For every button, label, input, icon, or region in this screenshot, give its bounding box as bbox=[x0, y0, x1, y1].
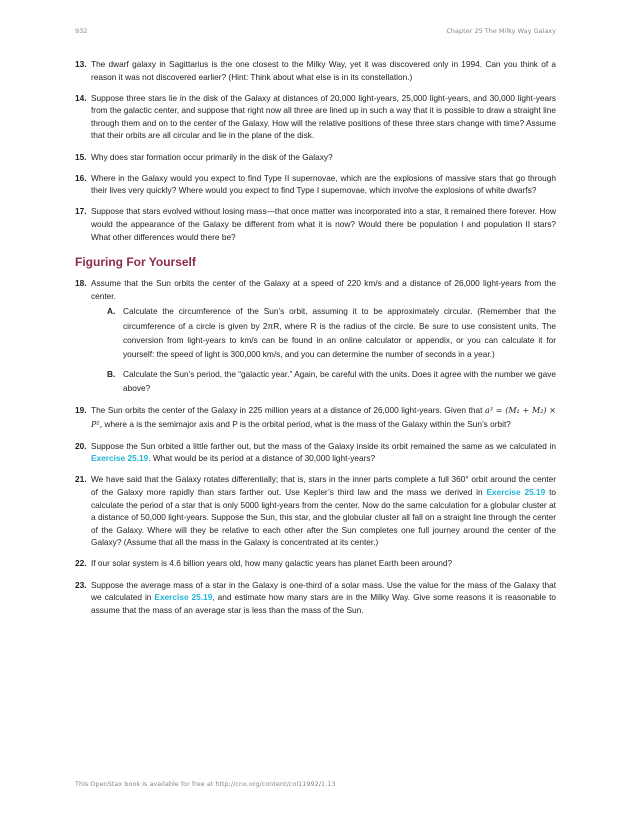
question-text: Suppose the Sun orbited a little farther out, but the mass of the Galaxy inside its orbit remained the same as we calculated in bbox=[91, 440, 556, 451]
question-text: The Sun orbits the center of the Galaxy in 225 million years at a distance of 26,000 light-years. Given that bbox=[91, 405, 483, 416]
question-text-continued: , and estimate how many stars are in the Milky Way. Give some reasons it is reasonable to assume that the mass of an average star is less than the mass of the Sun. bbox=[91, 592, 557, 615]
subquestion-label: A. bbox=[107, 306, 116, 317]
question-number: 16. bbox=[75, 172, 87, 183]
question-20 bbox=[75, 440, 556, 465]
question-text: Suppose that stars evolved without losing mass—that once matter was incorporated into a star, it remained there forever. How would the appearance of the Galaxy be different from what it is now? Would there be population I and population II stars? What other differences would there be? bbox=[91, 206, 556, 242]
question-text-continued: . What would be its period at a distance of 30,000 light-years? bbox=[148, 453, 376, 464]
question-number: 17. bbox=[75, 206, 87, 217]
question-text-continued: where a is the semimajor axis and P is the orbital period, what is the mass of the Galaxy within the Sun’s orbit? bbox=[104, 418, 511, 429]
question-23 bbox=[75, 579, 556, 617]
question-text: Suppose three stars lie in the disk of the Galaxy at distances of 20,000 light-years, 25,000 light-years, and 30,000 light-years from the galactic center, and suppose that right now all three are lined up in such a way that it is possible to draw a straight line through them and on to the center of the Galaxy. How will the relative positions of these three stars change with time? Assume that their orbits are all circular and lie in the plane of the disk. bbox=[91, 92, 556, 141]
exercise-link[interactable]: Exercise 25.19 bbox=[91, 453, 149, 464]
subquestion-text: Calculate the circumference of the Sun’s orbit, assuming it to be approximately circular. (Remember that the circumference of a circle is given by 2πR, where R is the radius of the circle. Be sure to use consistent units. The conversion from light-years to km/s can be found in an online calculator or appendix, or you can calculate it for yourself: the speed of light is 300,000 km/s, and you can determine the number of seconds in a year.) bbox=[123, 306, 556, 359]
question-22 bbox=[75, 557, 556, 570]
question-number: 23. bbox=[75, 579, 87, 590]
question-text: We have said that the Galaxy rotates differentially; that is, stars in the inner parts complete a full 360° orbit around the center of the Galaxy more rapidly than stars farther out. Use Kepler’s third law and the mass we derived in bbox=[91, 474, 556, 497]
subquestion-text: Calculate the Sun’s period, the “galactic year.” Again, be careful with the units. Does it agree with the number we gave above? bbox=[123, 369, 556, 394]
question-number: 18. bbox=[75, 278, 87, 289]
question-number: 15. bbox=[75, 151, 87, 162]
subquestion-label: B. bbox=[107, 369, 116, 380]
page-content bbox=[75, 58, 556, 625]
question-number: 22. bbox=[75, 558, 87, 569]
question-number: 19. bbox=[75, 405, 87, 416]
chapter-title: Chapter 25 The Milky Way Galaxy bbox=[446, 27, 556, 35]
exercise-link[interactable]: Exercise 25.19 bbox=[486, 487, 546, 497]
kepler-formula: a³ = (M₁ + M₂) × P², bbox=[91, 406, 556, 429]
question-text: The dwarf galaxy in Sagittarius is the one closest to the Milky Way, yet it was discovered only in 1994. Can you think of a reason it was not discovered earlier? (Hint: Think about what else is in its constellation.) bbox=[91, 59, 556, 82]
question-15 bbox=[75, 151, 556, 164]
question-18 bbox=[75, 277, 556, 395]
question-number: 14. bbox=[75, 92, 87, 103]
subquestion-b bbox=[107, 367, 556, 395]
section-title: Figuring For Yourself bbox=[75, 255, 196, 270]
question-number: 20. bbox=[75, 440, 87, 451]
exercise-link[interactable]: Exercise 25.19 bbox=[154, 592, 213, 603]
question-text: If our solar system is 4.6 billion years old, how many galactic years has planet Earth been around? bbox=[91, 558, 453, 569]
question-text-continued: to calculate the period of a star that is only 5000 light-years from the center. Now do the same calculation for a globular cluster at a distance of 50,000 light-years. Suppose the Sun, this star, and the globular cluster all fall on a straight line through the center of the Galaxy. Where will they be relative to each other after the Sun completes one full journey around the center of the Galaxy? (Assume that all the mass in the Galaxy is concentrated at its center.) bbox=[91, 487, 556, 548]
question-14 bbox=[75, 92, 556, 142]
question-number: 21. bbox=[75, 474, 87, 485]
subquestion-a bbox=[107, 304, 556, 361]
question-text: Where in the Galaxy would you expect to find Type II supernovae, which are the explosions of massive stars that go through their lives very quickly? Where would you expect to find Type I supernovae, which involve the explosions of white dwarfs? bbox=[91, 172, 556, 196]
footer-license: This OpenStax book is available for free at http://cnx.org/content/col11992/1.13 bbox=[75, 780, 336, 788]
question-13 bbox=[75, 58, 556, 83]
question-21 bbox=[75, 473, 556, 549]
question-17 bbox=[75, 205, 556, 243]
question-19 bbox=[75, 404, 556, 431]
question-number: 13. bbox=[75, 59, 87, 69]
question-16 bbox=[75, 172, 556, 197]
page-number: 932 bbox=[75, 27, 88, 35]
question-text: Suppose the average mass of a star in the Galaxy is one-third of a solar mass. Use the value for the mass of the Galaxy that we calculated in bbox=[91, 579, 556, 603]
question-text: Why does star formation occur primarily in the disk of the Galaxy? bbox=[91, 151, 333, 162]
question-text: Assume that the Sun orbits the center of the Galaxy at a speed of 220 km/s and a distance of 26,000 light-years from the center. bbox=[91, 278, 556, 301]
